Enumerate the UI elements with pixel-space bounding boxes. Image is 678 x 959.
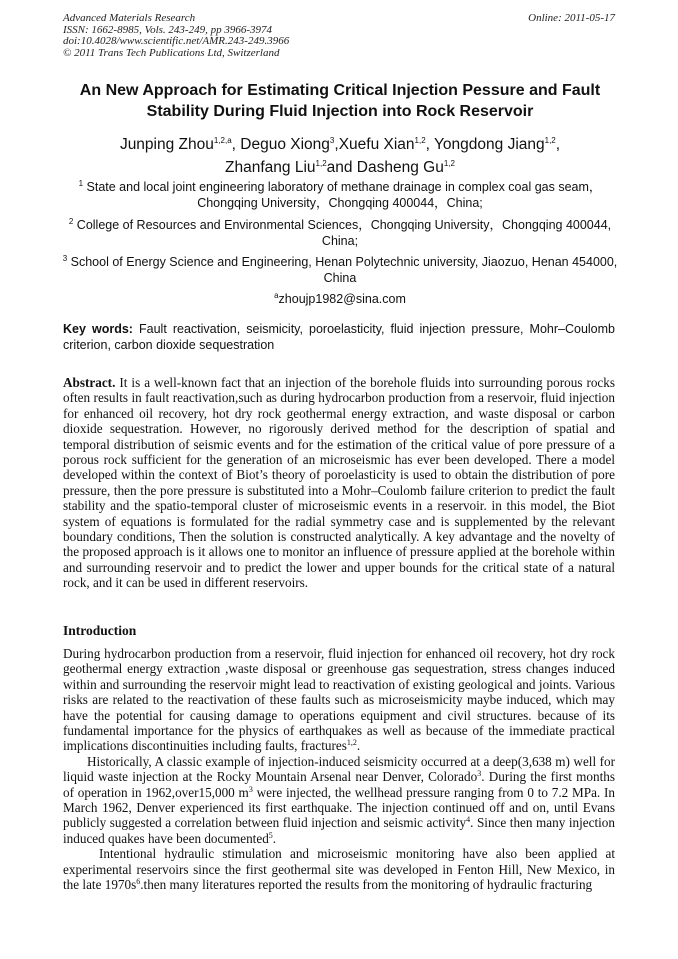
author-affil-sup: 1,2 [315,159,327,168]
affiliation-line: China; [321,234,359,248]
paper-title [40,80,640,122]
intro-paragraph-2: Historically, A classic example of injection-induced seismicity occurred at a deep(3,638 m) well for liquid waste injection at the Rocky Mountain Arsenal near Denver, Colorado$^3$. During the first months of operation in 1962,over15,000 $m^3$ were injected, the wellhead pressure ranging from 0 to 7.2 MPa. In March 1962, Denver experienced its first earthquake. The injection continued off and on, until Evans publicly suggested a correlation between fluid injection and seismic activity$^4$. Since then many injection induced quakes have been documented$^5$. [63,753,615,846]
section-heading-introduction: Introduction [63,623,137,638]
keywords-block [63,322,615,353]
corresponding-email [60,288,620,307]
affiliation-sup: 2 [68,217,74,226]
affiliation-sup: 3 [62,254,68,263]
keywords-label: Key words: [63,322,133,336]
keywords-text: Fault reactivation, seismicity, poroelasticity, fluid injection pressure, Mohr–Coulomb criterion, carbon dioxide sequestration [63,322,615,352]
affiliation-line: Chongqing University，Chongqing 400044，China; [197,196,483,210]
paragraph-text: During hydrocarbon production from a reservoir, fluid injection for enhanced oil recovery, hot dry rock geothermal energy extraction ,waste disposal or greenhouse gas sequestration, stress changes induced within and surrounding the reservoir might lead to reactivation of existing geological and joints. Various risks are related to the reactivation of these faults such as microseismicity maybe induced, which may have the potential for causing damage to operations equipment and civil structures. because of its fundamental importance for the physics of earthquakes as well as because of the immediate practical implications discontinuities including faults, fractures [63,646,615,754]
affiliation-2 [60,214,620,249]
affiliation-line: China [323,271,357,285]
intro-paragraph-1: During hydrocarbon production from a reservoir, fluid injection for enhanced oil recovery, hot dry rock geothermal energy extraction ,waste disposal or greenhouse gas sequestration, stress changes induced within and surrounding the reservoir might lead to reactivation of existing geological and joints. Various risks are related to the reactivation of these faults such as microseismicity maybe induced, which may have the potential for causing damage to operations equipment and civil structures. because of its fundamental importance for the physics of earthquakes as well as because of the immediate practical implications discontinuities including faults, fractures$^{1,2}$. [63,646,615,754]
citation-ref[interactable]: 1,2 [346,738,357,748]
author-name: and Dasheng Gu [326,159,444,176]
author-separator: , [231,136,241,153]
affiliation-3 [60,251,620,286]
citation-ref[interactable]: 3 [477,769,482,779]
citation-ref[interactable]: 6 [136,877,141,887]
doi-link[interactable]: doi:10.4028/www.scientific.net/AMR.243-249.3966 [63,35,290,47]
author-name: Zhanfang Liu [225,159,316,176]
intro-paragraph-3 [63,846,615,892]
online-date: Online: 2011-05-17 [528,12,615,24]
paragraph-text: .then many literatures reported the results from the monitoring of hydraulic fracturing [140,877,593,893]
unit-superscript: 3 [248,784,253,794]
author-list [40,131,640,177]
author-affil-sup: 1,2,a [213,136,232,145]
paragraph-text: Historically, A classic example of injection-induced seismicity occurred at a deep(3,638 m) well for liquid waste injection at the Rocky Mountain Arsenal near Denver, Colorado [63,753,615,785]
affiliation-line: School of Energy Science and Engineering, Henan Polytechnic university, Jiaozuo, Henan 454000, [70,255,618,269]
affiliation-line: College of Resources and Environmental Sciences，Chongqing University，Chongqing 400044, [76,218,612,232]
paragraph-text: . Since then many injection induced quakes have been documented [63,815,615,846]
title-line-1: An New Approach for Estimating Critical Injection Pessure and Fault [79,82,601,99]
title-line-2: Stability During Fluid Injection into Rock Reservoir [146,103,534,120]
citation-ref[interactable]: 4 [466,815,471,825]
journal-name: Advanced Materials Research [63,12,196,24]
author-name: Xuefu Xian [338,136,415,153]
author-affil-sup: 3 [329,136,335,145]
author-name: Yongdong Jiang [434,136,545,153]
email-sup: a [274,291,279,300]
abstract-label: Abstract. [63,375,116,390]
author-name: Deguo Xiong [240,136,330,153]
paragraph-text: were injected, the wellhead pressure ranging from 0 to 7.2 MPa. In March 1962, Denver experienced its first earthquake. The injection continued off and on, until Evans publicly suggested a correlation between fluid injection and seismic activity [63,784,615,831]
author-separator: , [425,136,434,153]
author-affil-sup: 1,2 [414,136,426,145]
affiliation-sup: 1 [78,179,84,188]
issn-line: ISSN: 1662-8985, Vols. 243-249, pp 3966-3974 [63,23,272,36]
author-affil-sup: 1,2 [544,136,556,145]
journal-header [63,13,615,59]
abstract-text: It is a well-known fact that an injection of the borehole fluids into surrounding porous rocks often results in fault reactivation,such as during hydrocarbon production from a reservoir, fluid injection for enhanced oil recovery, hot dry rock geothermal energy extraction, and waste disposal or carbon dioxide sequestration. However, no rigorously derived method for the description of spatial and temporal distribution of seismic events and for the estimation of the critical value of pore pressure of a porous rock sufficient for the generation of an microseismic has ever been developed. There a model developed within the context of Biot’s theory of poroelasticity is used to obtain the distribution of pore pressure, then the pore pressure is substituted into a Mohr–Coulomb failure criterion to predict the fault stability and the spatio-temporal cluster of microseismic events in a reservoir. in this model, the Biot system of equations is formulated for the radial symmetry case and is supplemented by the relevant boundary conditions, Then the solution is constructed analytically. A key advantage and the novelty of the proposed approach is it allows one to monitor an influence of pressure applied at the borehole within and surrounding reservoir and to predict the lower and upper bounds for the critical state of a natural rock, and it can be used in different reservoirs. [63,375,616,591]
citation-ref[interactable]: 5 [268,830,273,840]
paragraph-text: . During the first months of operation in 1962,over15,000 m [63,769,615,800]
email-address[interactable]: zhoujp1982@sina.com [278,292,406,306]
author-name: Junping Zhou [119,136,214,153]
affiliation-line: State and local joint engineering laboratory of methane drainage in complex coal gas seam， [86,180,602,194]
author-affil-sup: 1,2 [443,159,455,168]
author-separator: , [334,136,339,153]
paragraph-text: Intentional hydraulic stimulation and microseismic monitoring have also been applied at experimental reservoirs since the first geothermal site was developed in Fenton Hill, New Mexico, in the late 1970s [63,846,615,893]
affiliation-1 [60,176,620,211]
author-separator: , [555,136,561,153]
abstract-block [63,375,615,591]
copyright-line: © 2011 Trans Tech Publications Ltd, Switzerland [63,46,280,59]
introduction-body [63,646,615,893]
